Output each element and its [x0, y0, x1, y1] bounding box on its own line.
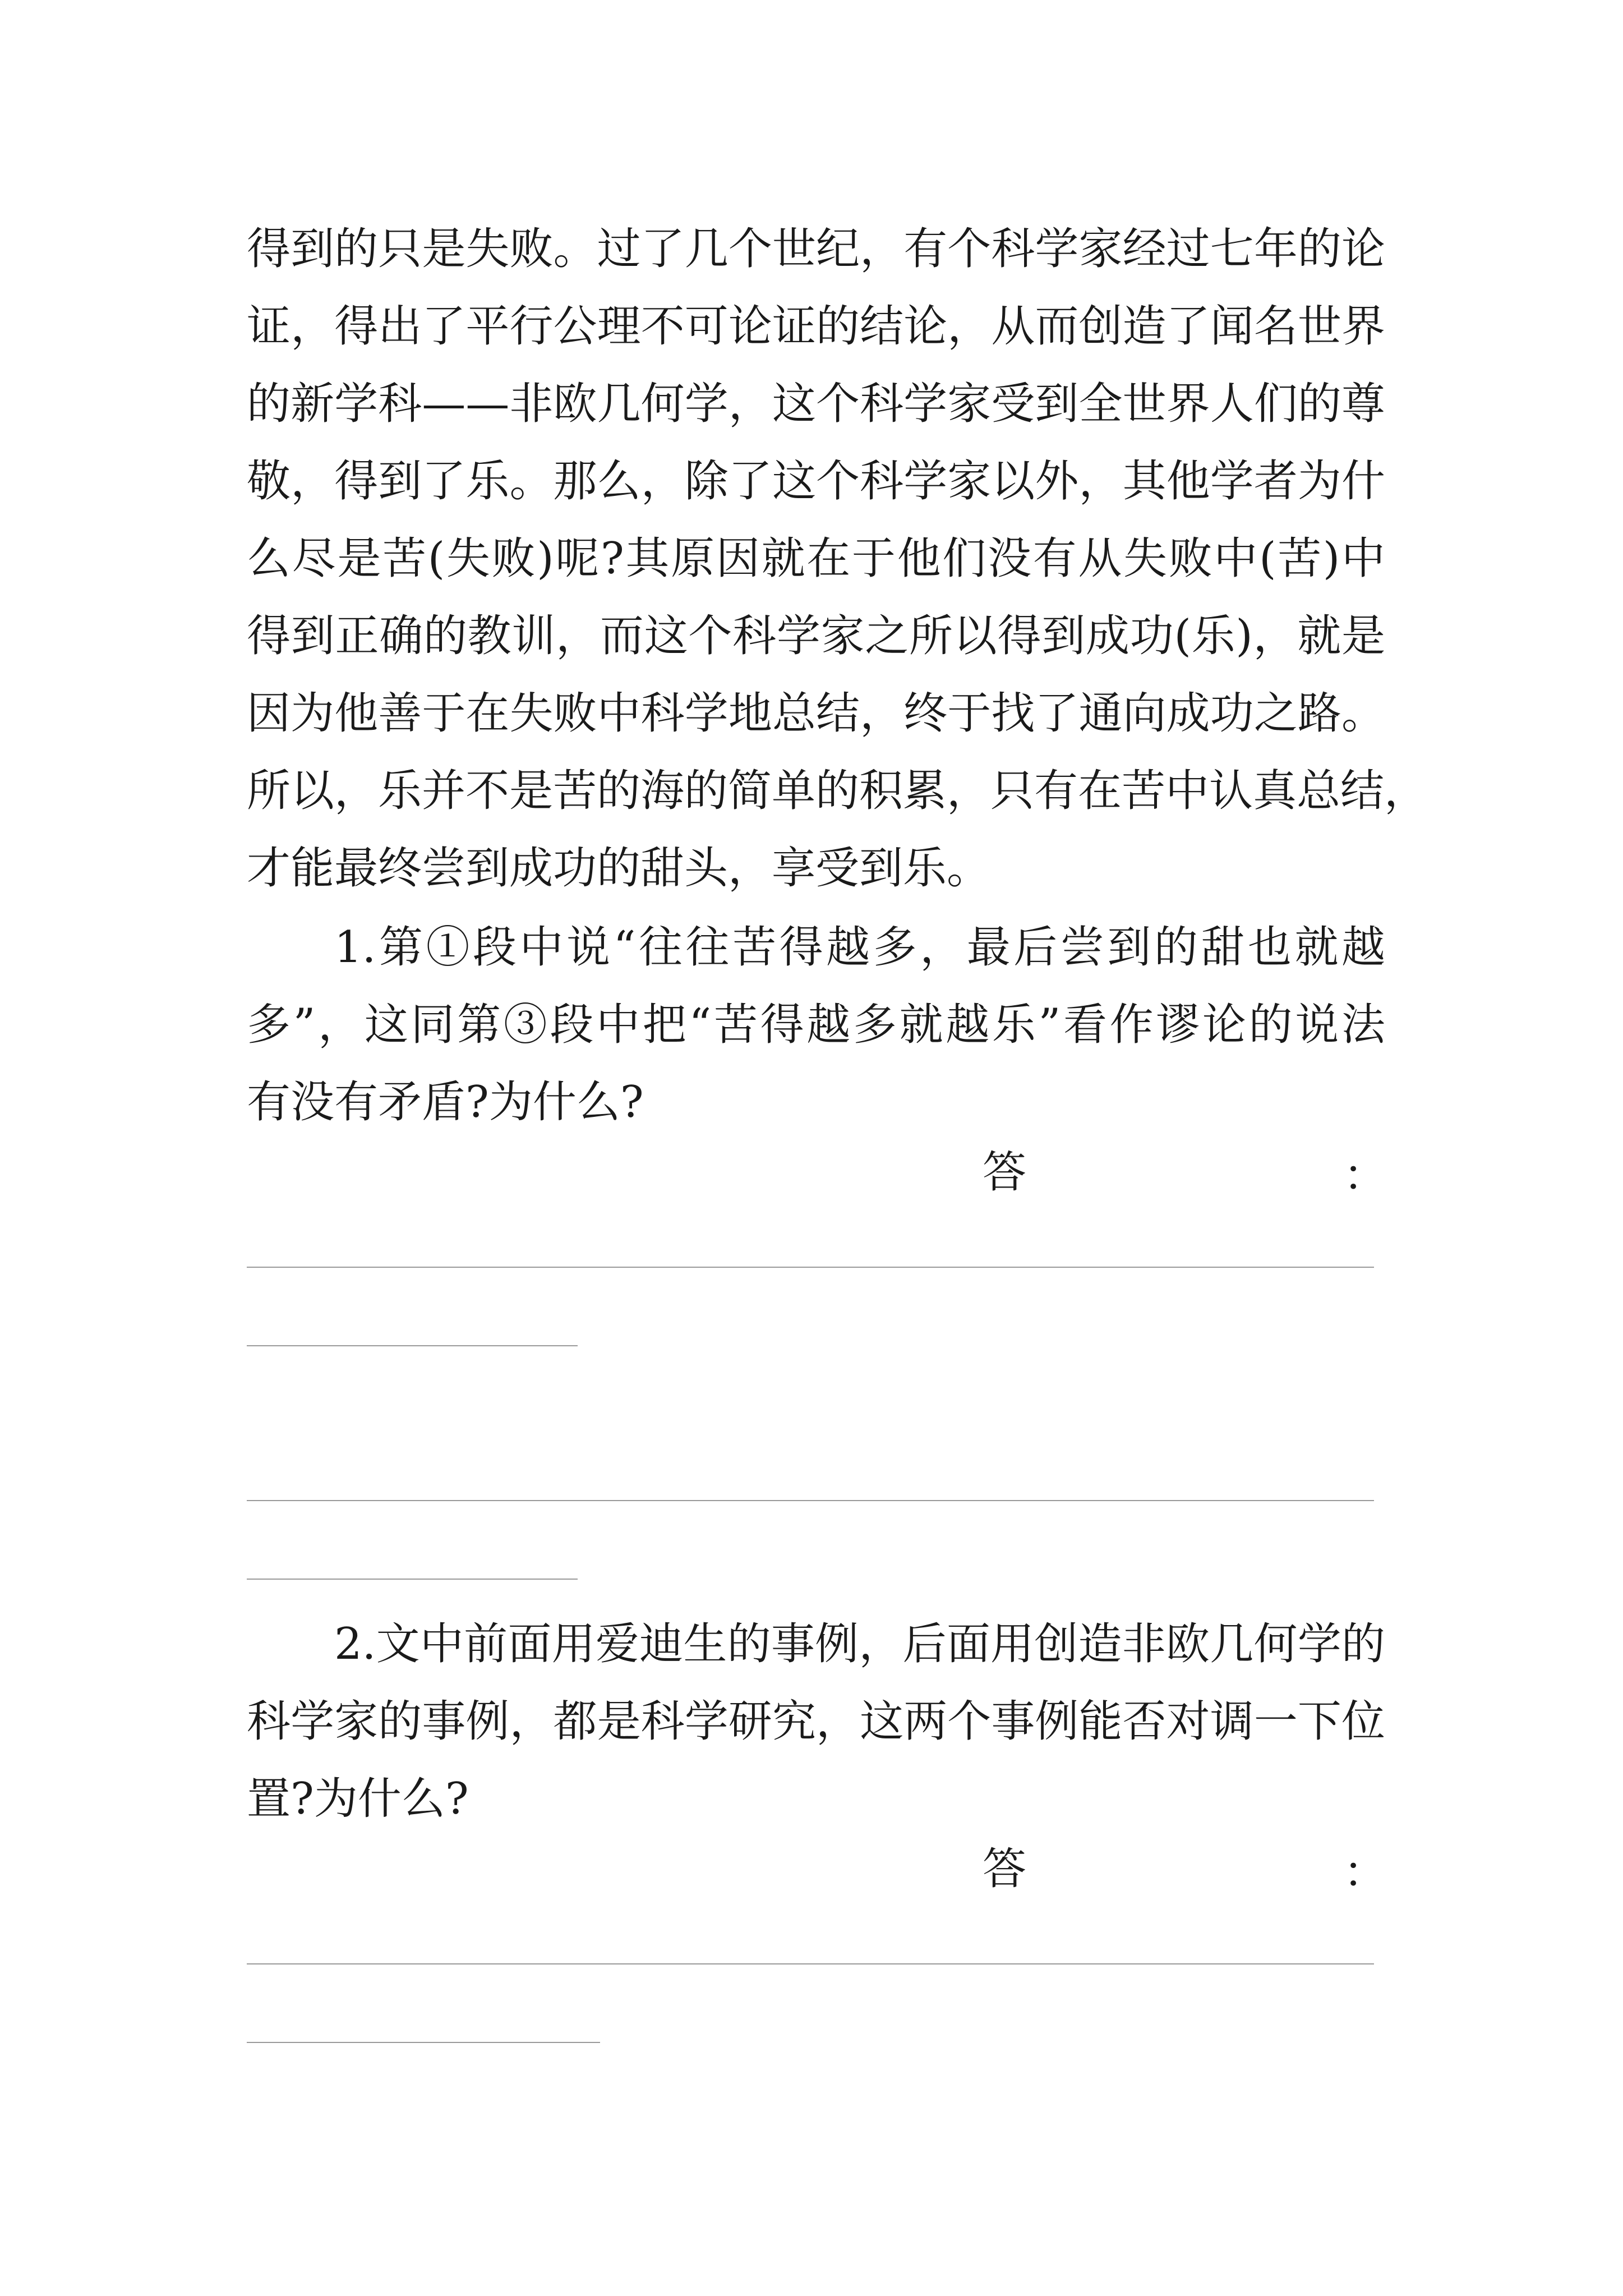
passage-line: 的新学科——非欧几何学，这个科学家受到全世界人们的尊 [247, 379, 1385, 429]
answer-label-2: 答 [983, 1844, 1027, 1894]
question-1-line: 有没有矛盾?为什么? [247, 1077, 644, 1128]
answer-line-1d[interactable] [247, 1579, 578, 1580]
question-2-line: 置?为什么? [247, 1774, 469, 1824]
passage-line: 敬，得到了乐。那么，除了这个科学家以外，其他学者为什 [247, 456, 1385, 507]
answer-line-2a[interactable] [247, 1963, 1374, 1964]
answer-line-2b[interactable] [247, 2042, 600, 2043]
answer-label-1: 答 [983, 1147, 1027, 1198]
answer-line-1b[interactable] [247, 1345, 578, 1346]
passage-line: 证，得出了平行公理不可论证的结论，从而创造了闻名世界 [247, 301, 1385, 352]
answer-colon-1: ： [1343, 1151, 1387, 1201]
question-2-line: 科学家的事例，都是科学研究，这两个事例能否对调一下位 [247, 1696, 1385, 1747]
passage-line: 得到的只是失败。过了几个世纪，有个科学家经过七年的论 [247, 224, 1385, 274]
question-1 [247, 909, 1385, 1141]
passage-line: 么尽是苦(失败)呢?其原因就在于他们没有从失败中(苦)中 [247, 533, 1385, 584]
passage-line: 所以，乐并不是苦的海的简单的积累，只有在苦中认真总结， [247, 766, 1428, 816]
answer-line-1a[interactable] [247, 1267, 1374, 1268]
question-1-line: 1.第①段中说“往往苦得越多，最后尝到的甜也就越 [334, 922, 1385, 973]
passage-line: 因为他善于在失败中科学地总结，终于找了通向成功之路。 [247, 688, 1385, 739]
passage-line: 才能最终尝到成功的甜头，享受到乐。 [247, 843, 991, 894]
question-2-line: 2.文中前面用爱迪生的事例，后面用创造非欧几何学的 [334, 1619, 1385, 1669]
answer-colon-2: ： [1343, 1847, 1387, 1898]
answer-line-1c[interactable] [247, 1500, 1374, 1501]
passage-line: 得到正确的教训，而这个科学家之所以得到成功(乐)，就是 [247, 611, 1385, 661]
passage-paragraph [247, 210, 1428, 907]
question-1-line: 多”，这同第③段中把“苦得越多就越乐”看作谬论的说法 [247, 1000, 1385, 1050]
question-2 [247, 1605, 1385, 1838]
